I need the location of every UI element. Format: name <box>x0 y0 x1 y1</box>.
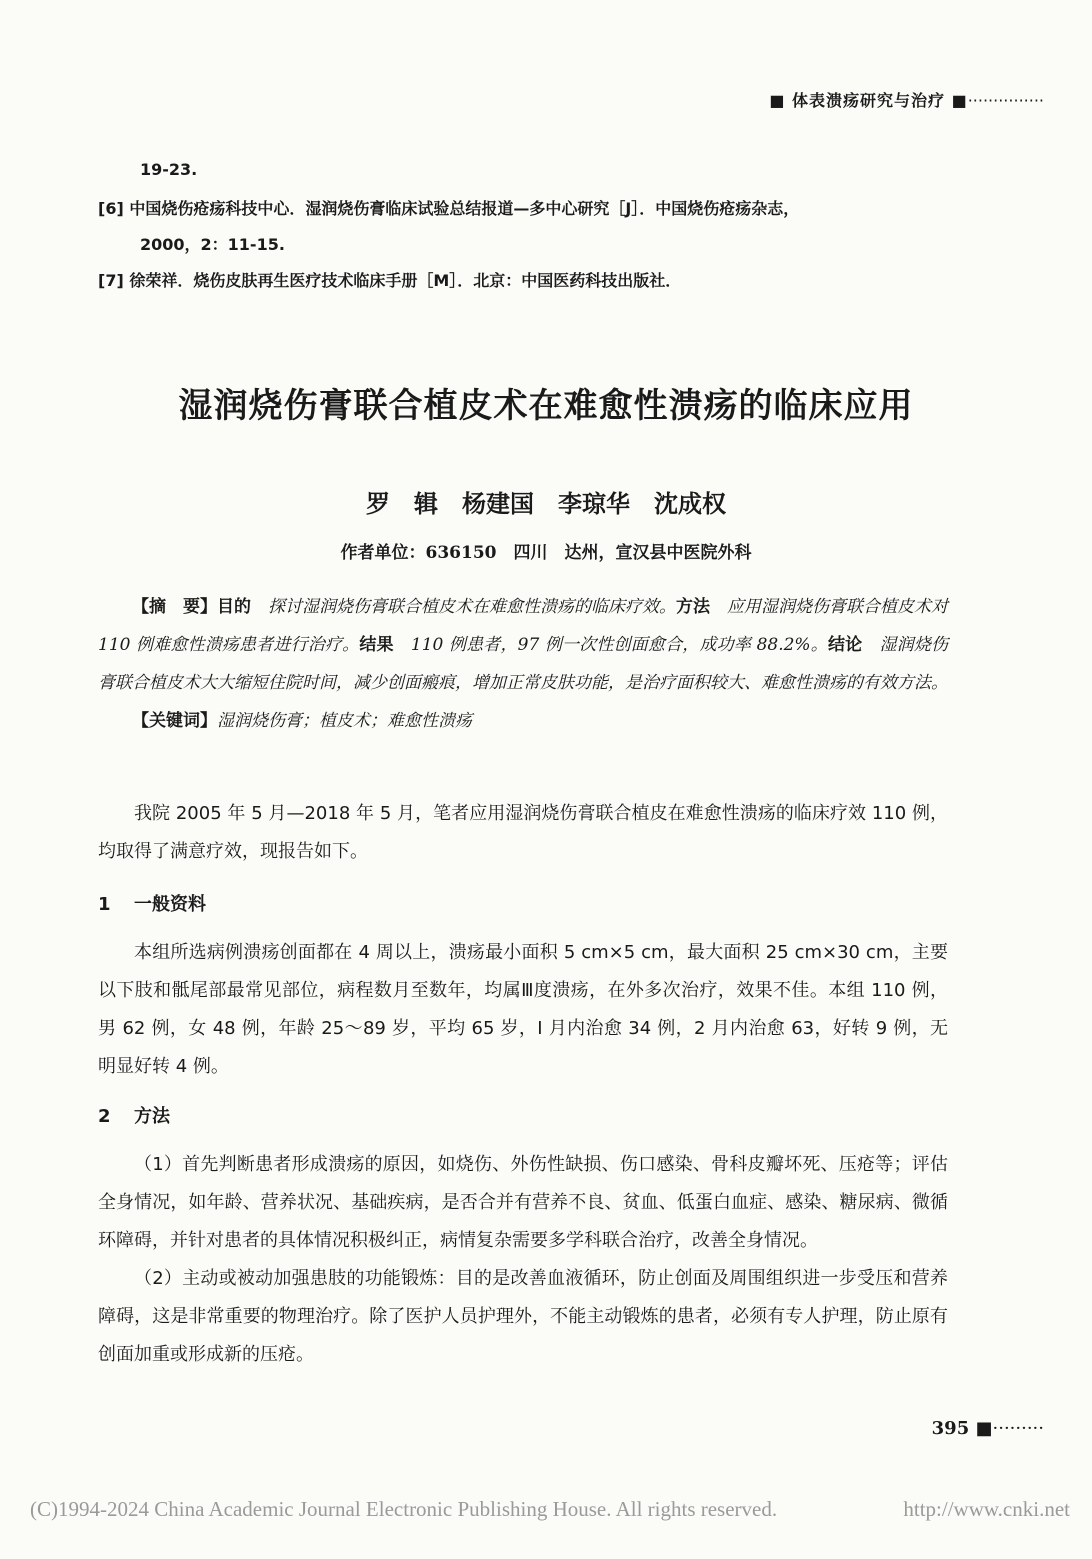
objective-text: 探讨湿润烧伤膏联合植皮术在难愈性溃疡的临床疗效。 <box>251 597 676 617</box>
section-1-body <box>98 934 948 1086</box>
section-2-heading <box>98 1102 170 1128</box>
section-1-number: 1 <box>98 894 111 915</box>
page-number <box>932 1418 1044 1439</box>
section-2-title: 方法 <box>134 1106 170 1127</box>
result-text: 110 例患者，97 例一次性创面愈合，成功率 88.2%。 <box>393 635 828 655</box>
keywords-label: 【关键词】 <box>132 711 217 731</box>
copyright-text: (C)1994-2024 China Academic Journal Electronic Publishing House. All rights reserved. <box>30 1497 778 1521</box>
section-1-heading <box>98 890 206 916</box>
reference-7: [7] 徐荣祥．烧伤皮肤再生医疗技术临床手册［M］．北京：中国医药科技出版社． <box>98 271 682 290</box>
reference-continuation: 19-23. <box>140 160 198 179</box>
section-2-number: 2 <box>98 1106 111 1127</box>
intro-paragraph <box>98 795 948 871</box>
copyright-footer <box>30 1497 1070 1522</box>
abstract <box>98 588 948 740</box>
abstract-label: 【摘 要】 <box>132 597 217 617</box>
article-title: 湿润烧伤膏联合植皮术在难愈性溃疡的临床应用 <box>178 386 914 426</box>
conclusion-label: 结论 <box>827 635 863 655</box>
section-2-body <box>98 1146 948 1374</box>
keywords <box>98 702 948 740</box>
running-header <box>769 88 1044 111</box>
conclusion-text: 湿润烧伤膏联合植皮术大大缩短住院时间，减少创面瘢痕，增加正常皮肤功能，是治疗面积较大、难愈性溃疡的有效方法。 <box>98 635 949 693</box>
keywords-text: 湿润烧伤膏；植皮术；难愈性溃疡 <box>217 711 472 731</box>
intro-text: 我院 2005 年 5 月—2018 年 5 月，笔者应用湿润烧伤膏联合植皮在难愈性溃疡的临床疗效 110 例，均取得了满意疗效，现报告如下。 <box>98 803 948 862</box>
cnki-url[interactable]: http://www.cnki.net <box>903 1497 1070 1521</box>
reference-6: [6] 中国烧伤疮疡科技中心．湿润烧伤膏临床试验总结报道—多中心研究［J］．中国烧伤疮疡杂志， <box>98 199 800 218</box>
section-1-title: 一般资料 <box>134 894 206 915</box>
section-1-paragraph-1: 本组所选病例溃疡创面都在 4 周以上，溃疡最小面积 5 cm×5 cm，最大面积 25 cm×30 cm，主要以下肢和骶尾部最常见部位，病程数月至数年，均属Ⅲ度溃疡，在外多次治疗，效果不佳。本组 110 例，男 62 例，女 48 例，年龄 25～89 岁，平均 65 岁，I 月内治愈 34 例，2 月内治愈 63，好转 9 例，无明显好转 4 例。 <box>98 942 948 1077</box>
page-number-text: 395 ■ <box>931 1418 993 1439</box>
header-dots: ··············· <box>967 91 1044 110</box>
author-affiliation: 作者单位：636150 四川 达州，宣汉县中医院外科 <box>340 543 752 563</box>
reference-6-continuation: 2000，2：11-15. <box>140 235 285 254</box>
running-title: ■ 体表溃疡研究与治疗 ■ <box>769 91 968 110</box>
article-authors: 罗 辑 杨建国 李琼华 沈成权 <box>366 489 726 518</box>
section-2-paragraph-1: （1）首先判断患者形成溃疡的原因，如烧伤、外伤性缺损、伤口感染、骨科皮瓣坏死、压疮等；评估全身情况，如年龄、营养状况、基础疾病，是否合并有营养不良、贫血、低蛋白血症、感染、糖尿病、微循环障碍，并针对患者的具体情况积极纠正，病情复杂需要多学科联合治疗，改善全身情况。 <box>98 1154 948 1251</box>
abstract-body <box>98 588 948 702</box>
page-number-dots: ········· <box>992 1418 1044 1439</box>
method-text: 应用湿润烧伤膏联合植皮术对 110 例难愈性溃疡患者进行治疗。 <box>98 597 948 655</box>
method-label: 方法 <box>676 597 710 617</box>
section-2-paragraph-2: （2）主动或被动加强患肢的功能锻炼：目的是改善血液循环，防止创面及周围组织进一步受压和营养障碍，这是非常重要的物理治疗。除了医护人员护理外，不能主动锻炼的患者，必须有专人护理，防止原有创面加重或形成新的压疮。 <box>98 1268 948 1365</box>
result-label: 结果 <box>359 635 394 655</box>
objective-label: 目的 <box>217 597 251 617</box>
